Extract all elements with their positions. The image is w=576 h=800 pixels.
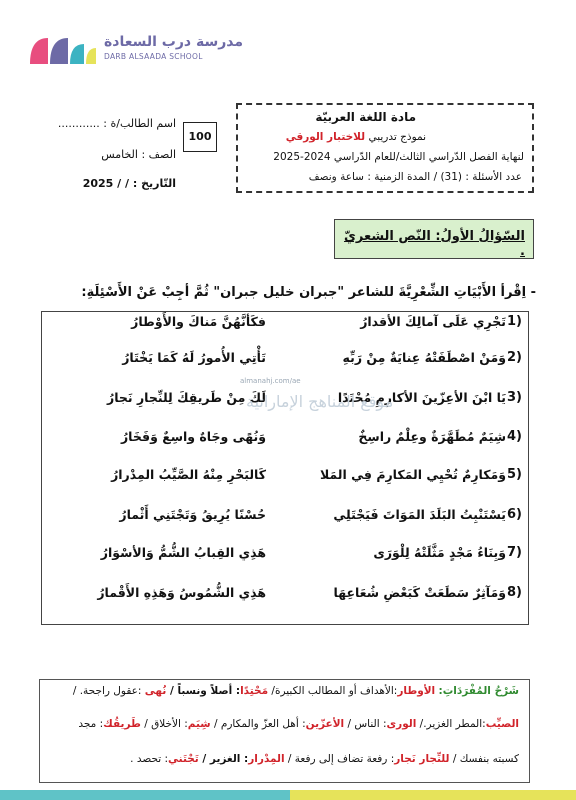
poem-row: [42, 467, 528, 497]
verse-first-half: شِيَمٌ مُطَهَّرَةٌ وعِلْمٌ راسِخٌ: [358, 429, 506, 444]
score-box: [183, 122, 217, 152]
glossary-term: الأوطار: [397, 685, 436, 697]
glossary-term: شِيَم: [187, 718, 211, 730]
student-grade: الصف : الخامس: [101, 148, 176, 161]
verse-second-half: حُسْنًا يُرِيقُ وَتَجْتَنِي أَثْمارُ: [119, 507, 266, 522]
term-line: لنهاية الفصل الدّراسي الثالث/للعام الدّراسي 2024-2025: [273, 151, 524, 163]
glossary-box: [39, 679, 530, 783]
poem-row: [42, 545, 528, 575]
glossary-term: تَجْتَني: [168, 753, 199, 765]
school-logo-icon: [28, 34, 98, 68]
glossary-term: طَريقُك: [103, 718, 141, 730]
verse-number: 8): [507, 585, 522, 600]
verse-second-half: هَذِي الشُّمُوسُ وَهَذِهِ الأَقْمارُ: [97, 585, 266, 600]
glossary-def: : الناس /: [344, 718, 387, 730]
glossary-term: المِدْرار: [248, 753, 285, 765]
watermark-text: موقع المناهج الإماراتية: [246, 392, 394, 411]
footer-strip-yellow: [290, 790, 576, 800]
verse-second-half: تَأْتِي الأُمورُ لَهُ كَمَا يَخْتَارُ: [122, 350, 266, 365]
verse-number: 2): [507, 350, 522, 365]
verse-second-half: فكَأنَّهُنَّ مَناكَ والأَوْطارُ: [131, 314, 266, 329]
verse-first-half: تَجْرِي عَلَى آمالِكَ الأقدارُ: [360, 314, 506, 329]
glossary-def: :الأهداف أو المطالب الكبيرة/: [268, 685, 398, 697]
verse-first-half: يَا ابْنَ الأعِزّينَ الأكارِمِ مُحْتَدًا: [337, 390, 506, 405]
glossary-heading: شَرْحُ المُفْرَدَاتِ:: [438, 685, 519, 697]
model-line: [286, 131, 426, 143]
glossary-def: :عقول راجحة. /: [72, 685, 145, 697]
logo-arabic: مدرسة درب السعادة: [104, 34, 244, 50]
verse-first-half: وَمَنْ اصْطَفَتْهُ عِنايَةٌ مِنْ رَبِّهِ: [342, 350, 506, 365]
verse-number: 5): [507, 467, 522, 482]
glossary-def: : الغزير /: [198, 753, 249, 765]
poem-table: [41, 311, 529, 625]
logo-english: DARB ALSAADA SCHOOL: [104, 52, 203, 61]
verse-first-half: يَسْتَنْبِتُ البَلَدَ المَوَاتَ فَيَجْتَلِي: [333, 507, 506, 522]
verse-number: 7): [507, 545, 522, 560]
glossary-def: :المطر الغزير./: [416, 718, 486, 730]
footer-strip-teal: [0, 790, 290, 800]
verse-number: 4): [507, 429, 522, 444]
poem-row: [42, 350, 528, 380]
glossary-def: : تحصد .: [130, 753, 169, 765]
glossary-def: : الأخلاق /: [140, 718, 188, 730]
student-date: التّاريخ : / / 2025: [82, 177, 176, 190]
verse-first-half: وَمَآثِرٌ سَطَعَتْ كَبَعْضِ شُعَاعِهَا: [333, 585, 506, 600]
glossary-line-3: [130, 753, 519, 765]
verse-second-half: لَكَ مِنْ طَريقِكَ لِلنِّجارِ نَجارُ: [107, 390, 266, 405]
student-name: اسم الطالب/ة : ............: [57, 117, 176, 130]
glossary-line-2: [78, 718, 519, 730]
poem-row: [42, 429, 528, 459]
glossary-term: مَحْتِدًا: [240, 685, 269, 697]
glossary-def: : أصلاً ونسباً /: [166, 685, 241, 697]
glossary-term: نُهى: [144, 685, 167, 697]
glossary-def: كسبته بنفسك /: [449, 753, 519, 765]
poem-row: [42, 314, 528, 344]
verse-first-half: وَبِنَاءُ مَجْدٍ مَثَّلَتْهُ لِلْوَرَى: [373, 545, 506, 560]
glossary-term: الصيِّب: [485, 718, 519, 730]
glossary-line-1: [73, 685, 519, 697]
verse-number: 6): [507, 507, 522, 522]
watermark-url: almanahj.com/ae: [240, 377, 301, 385]
glossary-def: : أهل العزّ والمكارم /: [210, 718, 306, 730]
questions-line: عدد الأسئلة : (31) / المدة الزمنية : ساعة ونصف: [308, 171, 522, 183]
verse-number: 1): [507, 314, 522, 329]
section-title: السّؤالُ الأولُ: النّص الشعريّ .: [334, 219, 534, 259]
model-prefix: نموذج تدريبي: [368, 131, 426, 143]
verse-second-half: هَذِي القِبابُ الشُّمُّ وَالأسْوَارُ: [100, 545, 266, 560]
glossary-term: الأعزّين: [305, 718, 345, 730]
glossary-term: الورى: [386, 718, 417, 730]
verse-second-half: وَنُهًى وجَاهٌ واسِعٌ وَفَخَارُ: [120, 429, 266, 444]
verse-number: 3): [507, 390, 522, 405]
glossary-def: : رفعة تضاف إلى رفعة /: [284, 753, 395, 765]
model-highlight: للاختبار الورقي: [285, 131, 366, 143]
verse-first-half: وَمَكارِمٌ تُحْيِي المَكارِمَ فِي المَلا: [319, 467, 506, 482]
instruction-text: - اِقْرأ الأَبْيَاتِ الشِّعْرِيَّةَ للشاعر "جبران خليل جبران" ثُمَّ أجِبْ عَنْ الأَسْئِلَةِ:: [81, 285, 536, 300]
verse-second-half: كَالبَحْرِ مِنْهُ الصَّيِّبُ المِدْرارُ: [111, 467, 266, 482]
poem-row: [42, 507, 528, 537]
glossary-def: : مجد: [78, 718, 104, 730]
subject-title: مادة اللغة العربيّة: [315, 110, 416, 124]
poem-row: [42, 585, 528, 615]
glossary-term: للنِّجار نَجار: [394, 753, 450, 765]
score-value: 100: [188, 130, 212, 143]
